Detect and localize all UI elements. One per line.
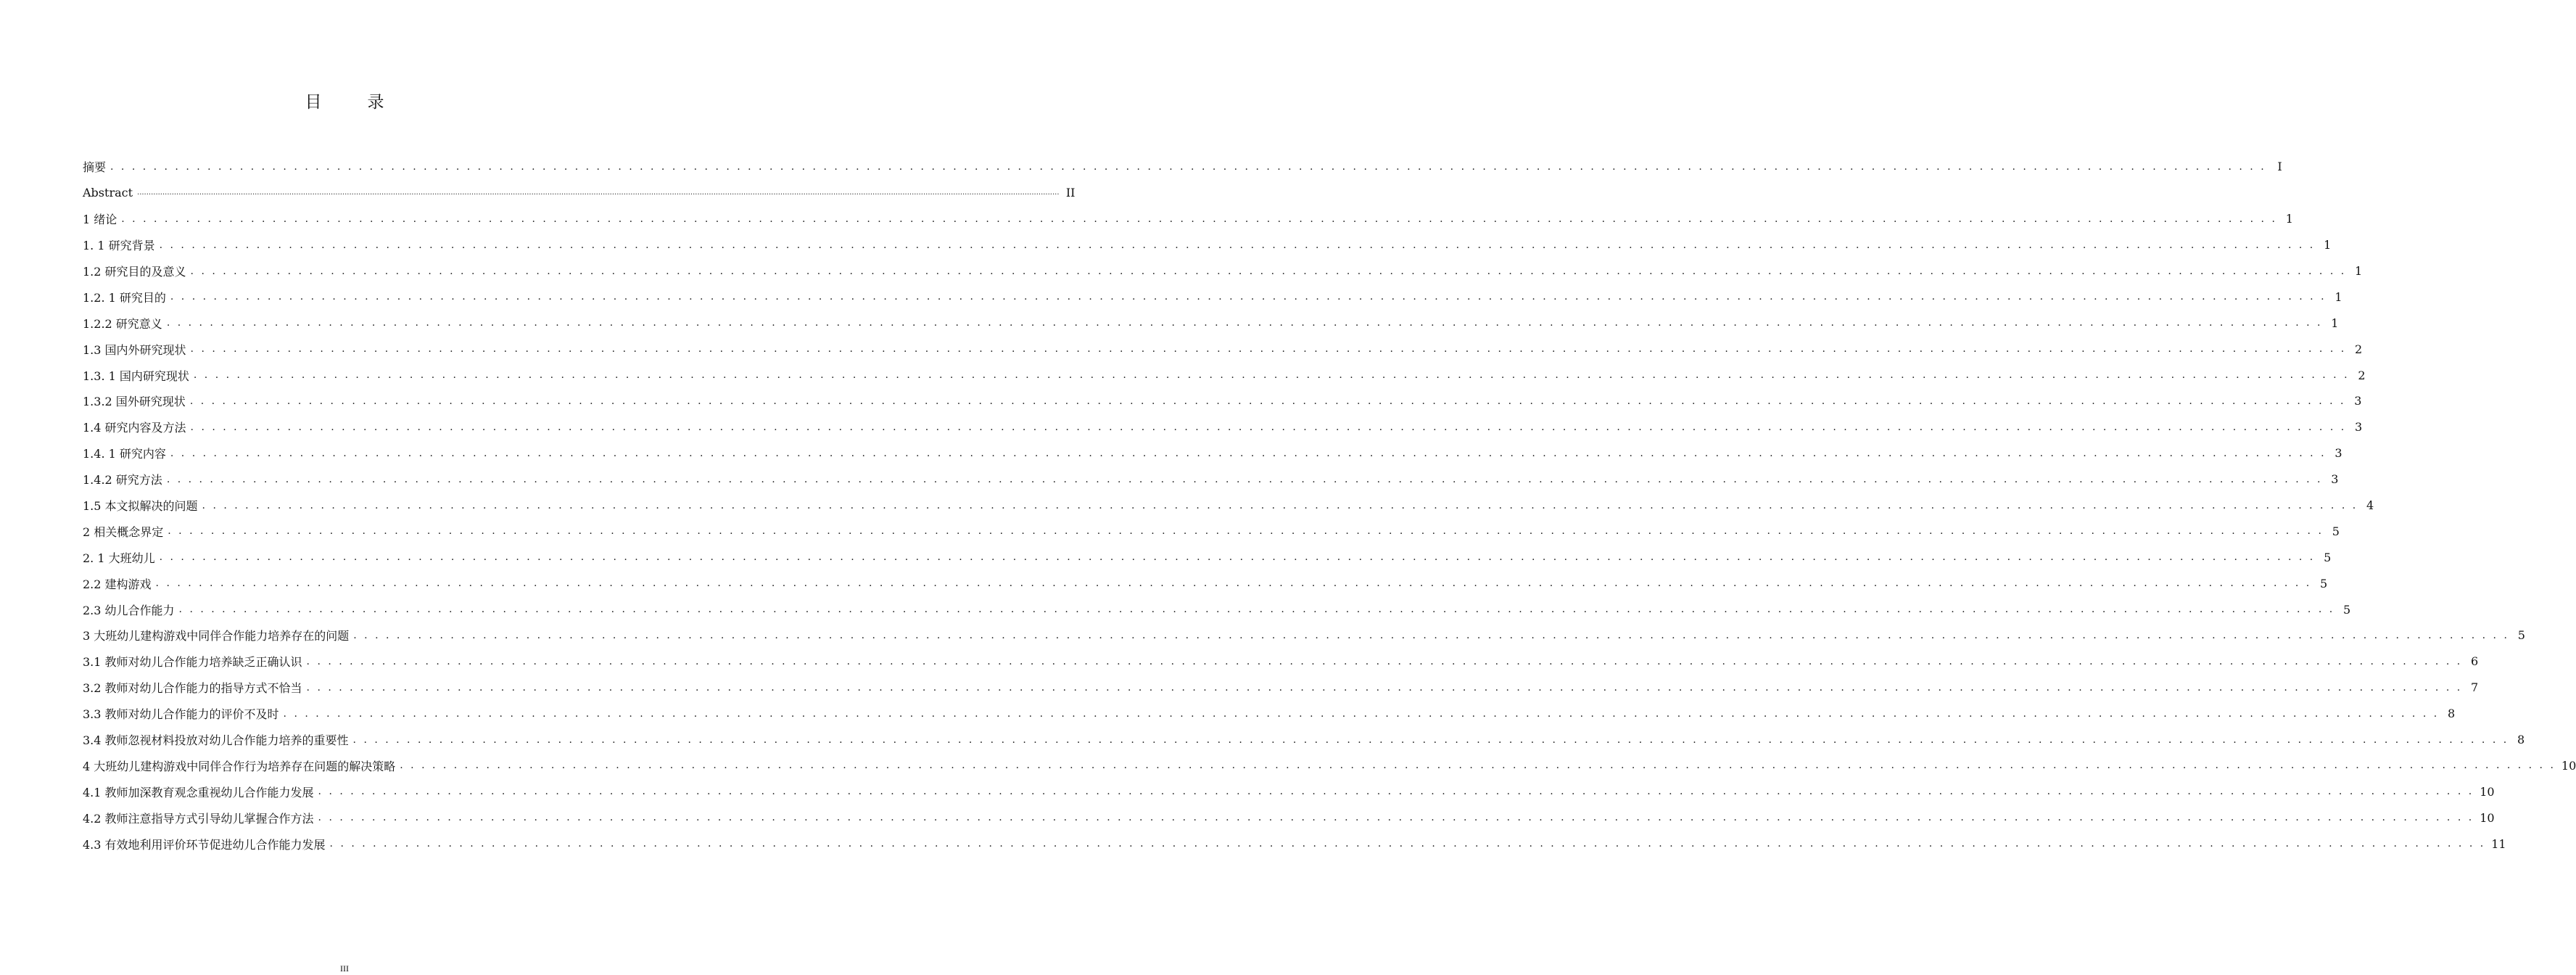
toc-entry[interactable] — [83, 622, 2525, 649]
toc-entry-page: 10 — [2480, 784, 2495, 799]
toc-dot-leader: . . . . . . . . . . . . . . . . . . . . . . . . . . . . . . . . . . . . . . . . . . . . . . . . . . . . . . . . . . . . . . . . . . . . . . . . . . . . . . . . . . . . . . . . . . . . . . . . . . . . . . . . . . . . . . . . . . . . . . . . . . . . . . . . . . . . . . . . . . . . . . . . . . . . . . . . . . . . . . . . . . . . . . . . . . . . . . . . . . . . . . . . . . . . . . . . . . . . . . . . — [353, 629, 2509, 641]
toc-entry-label: 1. 1 研究背景 — [83, 239, 155, 253]
toc-entry-label: 1 绪论 — [83, 213, 117, 227]
toc-dot-leader: . . . . . . . . . . . . . . . . . . . . . . . . . . . . . . . . . . . . . . . . . . . . . . . . . . . . . . . . . . . . . . . . . . . . . . . . . . . . . . . . . . . . . . . . . . . . . . . . . . . . . . . . . . . . . . . . . . . . . . . . . . . . . . . . . . . . . . . . . . . . . . . . . . . . . . . . . . . . . . . . . . . . . . . . . . . . . . . . . . . . . . . . . . . . . . . . . . . . . . . . — [170, 447, 2327, 459]
toc-entry-label: 摘要 — [83, 160, 107, 175]
toc-entry[interactable] — [83, 154, 2282, 180]
toc-entry-label: 1.2. 1 研究目的 — [83, 290, 166, 305]
toc-dot-leader: . . . . . . . . . . . . . . . . . . . . . . . . . . . . . . . . . . . . . . . . . . . . . . . . . . . . . . . . . . . . . . . . . . . . . . . . . . . . . . . . . . . . . . . . . . . . . . . . . . . . . . . . . . . . . . . . . . . . . . . . . . . . . . . . . . . . . . . . . . . . . . . . . . . . . . . . . . . . . . . . . . . . . . . . . . . . . . . . . . . . . . . . . . . . . . . . . . . . . . . . — [352, 733, 2509, 746]
toc-entry-page: 11 — [2491, 836, 2506, 851]
toc-entry[interactable] — [83, 675, 2479, 701]
toc-entry-page: 3 — [2354, 394, 2362, 408]
toc-entry-page: 5 — [2324, 550, 2332, 564]
toc-dot-leader: . . . . . . . . . . . . . . . . . . . . . . . . . . . . . . . . . . . . . . . . . . . . . . . . . . . . . . . . . . . . . . . . . . . . . . . . . . . . . . . . . . . . . . . . . . . . . . . . . . . . . . . . . . . . . . . . . . . . . . . . . . . . . . . . . . . . . . . . . . . . . . . . . . . . . . . . . . . . . . . . . . . . . . . . . . . . . . . . . . . . . . . . . . . . . . . . . . . . . . . . — [306, 655, 2463, 667]
toc-entry[interactable] — [83, 206, 2293, 232]
toc-entry-label: Abstract — [83, 186, 133, 200]
toc-entry-page: 5 — [2332, 524, 2340, 538]
toc-entry-page: 7 — [2471, 680, 2479, 695]
toc-entry[interactable] — [83, 727, 2525, 753]
toc-entry-label: 2.2 建构游戏 — [83, 577, 152, 591]
toc-entry[interactable] — [83, 232, 2332, 258]
toc-entry[interactable] — [83, 414, 2363, 440]
toc-entry-label: 3.3 教师对幼儿合作能力的评价不及时 — [83, 707, 279, 722]
toc-dot-leader: . . . . . . . . . . . . . . . . . . . . . . . . . . . . . . . . . . . . . . . . . . . . . . . . . . . . . . . . . . . . . . . . . . . . . . . . . . . . . . . . . . . . . . . . . . . . . . . . . . . . . . . . . . . . . . . . . . . . . . . . . . . . . . . . . . . . . . . . . . . . . . . . . . . . . . . . . . . . . . . . . . . . . . . . . . . . . . . . . . . . . . . . . . . . . . . . . . . . . . . . — [329, 838, 2486, 850]
toc-entry-label: 1.3.2 国外研究现状 — [83, 395, 186, 409]
toc-entry-page: 5 — [2517, 628, 2525, 643]
toc-dot-leader: . . . . . . . . . . . . . . . . . . . . . . . . . . . . . . . . . . . . . . . . . . . . . . . . . . . . . . . . . . . . . . . . . . . . . . . . . . . . . . . . . . . . . . . . . . . . . . . . . . . . . . . . . . . . . . . . . . . . . . . . . . . . . . . . . . . . . . . . . . . . . . . . . . . . . . . . . . . . . . . . . . . . . . . . . . . . . . . . . . . . . . . . . . . . . . . . . . . . . . . . — [318, 786, 2474, 798]
toc-entry[interactable] — [83, 180, 1076, 206]
toc-entry-label: 4.2 教师注意指导方式引导幼儿掌握合作方法 — [83, 811, 314, 826]
toc-entry-label: 3.1 教师对幼儿合作能力培养缺乏正确认识 — [83, 655, 302, 670]
toc-dot-leader: . . . . . . . . . . . . . . . . . . . . . . . . . . . . . . . . . . . . . . . . . . . . . . . . . . . . . . . . . . . . . . . . . . . . . . . . . . . . . . . . . . . . . . . . . . . . . . . . . . . . . . . . . . . . . . . . . . . . . . . . . . . . . . . . . . . . . . . . . . . . . . . . . . . . . . . . . . . . . . . . . . . . . . . . . . . . . . . . . . . . . . . . . . . . . . . . . . . . . . . . — [121, 213, 2277, 225]
toc-entry-label: 1.5 本文拟解决的问题 — [83, 499, 198, 514]
toc-entry[interactable] — [83, 336, 2363, 362]
toc-dot-leader: . . . . . . . . . . . . . . . . . . . . . . . . . . . . . . . . . . . . . . . . . . . . . . . . . . . . . . . . . . . . . . . . . . . . . . . . . . . . . . . . . . . . . . . . . . . . . . . . . . . . . . . . . . . . . . . . . . . . . . . . . . . . . . . . . . . . . . . . . . . . . . . . . . . . . . . . . . . . . . . . . . . . . . . . . . . . . . . . . . . . . . . . . . . . . . . . . . . . . . . . — [202, 499, 2358, 511]
toc-dot-leader: . . . . . . . . . . . . . . . . . . . . . . . . . . . . . . . . . . . . . . . . . . . . . . . . . . . . . . . . . . . . . . . . . . . . . . . . . . . . . . . . . . . . . . . . . . . . . . . . . . . . . . . . . . . . . . . . . . . . . . . . . . . . . . . . . . . . . . . . . . . . . . . . . . . . . . . . . . . . . . . . . . . . . . . . . . . . . . . . . . . . . . . . . . . . . . . . . . . . . . . . — [190, 343, 2347, 355]
toc-entry[interactable] — [83, 778, 2495, 805]
toc-entry[interactable] — [83, 388, 2362, 414]
toc-entry-label: 2 相关概念界定 — [83, 524, 164, 539]
toc-entry-page: 2 — [2358, 368, 2366, 382]
toc-entry-page: 5 — [2343, 602, 2351, 617]
toc-entry-page: 3 — [2331, 472, 2339, 487]
toc-entry-page: 1 — [2331, 316, 2339, 330]
toc-entry-page: 4 — [2366, 498, 2374, 513]
toc-dot-leader: . . . . . . . . . . . . . . . . . . . . . . . . . . . . . . . . . . . . . . . . . . . . . . . . . . . . . . . . . . . . . . . . . . . . . . . . . . . . . . . . . . . . . . . . . . . . . . . . . . . . . . . . . . . . . . . . . . . . . . . . . . . . . . . . . . . . . . . . . . . . . . . . . . . . . . . . . . . . . . . . . . . . . . . . . . . . . . . . . . . . . . . . . . . . . . . . . . . . . . . . — [283, 707, 2440, 720]
toc-dot-leader: . . . . . . . . . . . . . . . . . . . . . . . . . . . . . . . . . . . . . . . . . . . . . . . . . . . . . . . . . . . . . . . . . . . . . . . . . . . . . . . . . . . . . . . . . . . . . . . . . . . . . . . . . . . . . . . . . . . . . . . . . . . . . . . . . . . . . . . . . . . . . . . . . . . . . . . . . . . . . . . . . . . . . . . . . . . . . . . . . . . . . . . . . . . . . . . . . . . . . . . . — [189, 395, 2346, 407]
toc-dot-leader: ................................................................................................................................................................................................................................................................................................................................................................................................................ — [137, 188, 1060, 197]
toc-entry-page: 6 — [2471, 654, 2479, 669]
toc-entry-page: 2 — [2355, 342, 2363, 356]
toc-entry-page: 5 — [2320, 576, 2328, 591]
toc-entry-label: 3.4 教师忽视材料投放对幼儿合作能力培养的重要性 — [83, 733, 349, 748]
toc-entry[interactable] — [83, 570, 2328, 596]
toc-entry-label: 4.3 有效地利用评价环节促进幼儿合作能力发展 — [83, 837, 326, 852]
toc-dot-leader: . . . . . . . . . . . . . . . . . . . . . . . . . . . . . . . . . . . . . . . . . . . . . . . . . . . . . . . . . . . . . . . . . . . . . . . . . . . . . . . . . . . . . . . . . . . . . . . . . . . . . . . . . . . . . . . . . . . . . . . . . . . . . . . . . . . . . . . . . . . . . . . . . . . . . . . . . . . . . . . . . . . . . . . . . . . . . . . . . . . . . . . . . . . . . . . . . . . . . . . . — [110, 160, 2266, 173]
table-of-contents — [83, 154, 2576, 857]
toc-entry[interactable] — [83, 362, 2366, 388]
toc-dot-leader: . . . . . . . . . . . . . . . . . . . . . . . . . . . . . . . . . . . . . . . . . . . . . . . . . . . . . . . . . . . . . . . . . . . . . . . . . . . . . . . . . . . . . . . . . . . . . . . . . . . . . . . . . . . . . . . . . . . . . . . . . . . . . . . . . . . . . . . . . . . . . . . . . . . . . . . . . . . . . . . . . . . . . . . . . . . . . . . . . . . . . . . . . . . . . . . . . . . . . . . . — [159, 239, 2316, 251]
toc-dot-leader: . . . . . . . . . . . . . . . . . . . . . . . . . . . . . . . . . . . . . . . . . . . . . . . . . . . . . . . . . . . . . . . . . . . . . . . . . . . . . . . . . . . . . . . . . . . . . . . . . . . . . . . . . . . . . . . . . . . . . . . . . . . . . . . . . . . . . . . . . . . . . . . . . . . . . . . . . . . . . . . . . . . . . . . . . . . . . . . . . . . . . . . . . . . . . . . . . . . . . . . . — [166, 317, 2323, 329]
toc-entry-label: 4 大班幼儿建构游戏中同伴合作行为培养存在问题的解决策略 — [83, 759, 396, 773]
toc-dot-leader: . . . . . . . . . . . . . . . . . . . . . . . . . . . . . . . . . . . . . . . . . . . . . . . . . . . . . . . . . . . . . . . . . . . . . . . . . . . . . . . . . . . . . . . . . . . . . . . . . . . . . . . . . . . . . . . . . . . . . . . . . . . . . . . . . . . . . . . . . . . . . . . . . . . . . . . . . . . . . . . . . . . . . . . . . . . . . . . . . . . . . . . . . . . . . . . . . . . . . . . . — [190, 421, 2347, 433]
toc-entry[interactable] — [83, 701, 2456, 727]
toc-entry[interactable] — [83, 831, 2506, 857]
toc-dot-leader: . . . . . . . . . . . . . . . . . . . . . . . . . . . . . . . . . . . . . . . . . . . . . . . . . . . . . . . . . . . . . . . . . . . . . . . . . . . . . . . . . . . . . . . . . . . . . . . . . . . . . . . . . . . . . . . . . . . . . . . . . . . . . . . . . . . . . . . . . . . . . . . . . . . . . . . . . . . . . . . . . . . . . . . . . . . . . . . . . . . . . . . . . . . . . . . . . . . . . . . . — [178, 604, 2335, 616]
page-number-footer: III — [340, 963, 349, 974]
toc-entry[interactable] — [83, 310, 2339, 336]
toc-entry-label: 1.4. 1 研究内容 — [83, 447, 166, 461]
toc-dot-leader: . . . . . . . . . . . . . . . . . . . . . . . . . . . . . . . . . . . . . . . . . . . . . . . . . . . . . . . . . . . . . . . . . . . . . . . . . . . . . . . . . . . . . . . . . . . . . . . . . . . . . . . . . . . . . . . . . . . . . . . . . . . . . . . . . . . . . . . . . . . . . . . . . . . . . . . . . . . . . . . . . . . . . . . . . . . . . . . . . . . . . . . . . . . . . . . . . . . . . . . . — [306, 681, 2463, 694]
toc-dot-leader: . . . . . . . . . . . . . . . . . . . . . . . . . . . . . . . . . . . . . . . . . . . . . . . . . . . . . . . . . . . . . . . . . . . . . . . . . . . . . . . . . . . . . . . . . . . . . . . . . . . . . . . . . . . . . . . . . . . . . . . . . . . . . . . . . . . . . . . . . . . . . . . . . . . . . . . . . . . . . . . . . . . . . . . . . . . . . . . . . . . . . . . . . . . . . . . . . . . . . . . . — [400, 760, 2556, 772]
toc-entry-page: 1 — [2285, 212, 2293, 226]
toc-entry-label: 2. 1 大班幼儿 — [83, 551, 155, 565]
page-title: 目 录 — [305, 93, 399, 112]
toc-entry[interactable] — [83, 596, 2351, 622]
toc-entry-label: 2.3 幼儿合作能力 — [83, 603, 175, 617]
toc-entry-label: 1.4.2 研究方法 — [83, 473, 162, 488]
toc-entry[interactable] — [83, 805, 2495, 831]
toc-dot-leader: . . . . . . . . . . . . . . . . . . . . . . . . . . . . . . . . . . . . . . . . . . . . . . . . . . . . . . . . . . . . . . . . . . . . . . . . . . . . . . . . . . . . . . . . . . . . . . . . . . . . . . . . . . . . . . . . . . . . . . . . . . . . . . . . . . . . . . . . . . . . . . . . . . . . . . . . . . . . . . . . . . . . . . . . . . . . . . . . . . . . . . . . . . . . . . . . . . . . . . . . — [193, 369, 2350, 382]
toc-dot-leader: . . . . . . . . . . . . . . . . . . . . . . . . . . . . . . . . . . . . . . . . . . . . . . . . . . . . . . . . . . . . . . . . . . . . . . . . . . . . . . . . . . . . . . . . . . . . . . . . . . . . . . . . . . . . . . . . . . . . . . . . . . . . . . . . . . . . . . . . . . . . . . . . . . . . . . . . . . . . . . . . . . . . . . . . . . . . . . . . . . . . . . . . . . . . . . . . . . . . . . . . — [170, 291, 2327, 303]
toc-entry-page: 1 — [2334, 289, 2342, 304]
toc-entry-label: 1.2.2 研究意义 — [83, 316, 162, 331]
toc-entry[interactable] — [83, 284, 2342, 310]
toc-dot-leader: . . . . . . . . . . . . . . . . . . . . . . . . . . . . . . . . . . . . . . . . . . . . . . . . . . . . . . . . . . . . . . . . . . . . . . . . . . . . . . . . . . . . . . . . . . . . . . . . . . . . . . . . . . . . . . . . . . . . . . . . . . . . . . . . . . . . . . . . . . . . . . . . . . . . . . . . . . . . . . . . . . . . . . . . . . . . . . . . . . . . . . . . . . . . . . . . . . . . . . . . — [155, 577, 2312, 590]
toc-entry-label: 1.2 研究目的及意义 — [83, 265, 186, 279]
toc-entry[interactable] — [83, 493, 2374, 519]
toc-dot-leader: . . . . . . . . . . . . . . . . . . . . . . . . . . . . . . . . . . . . . . . . . . . . . . . . . . . . . . . . . . . . . . . . . . . . . . . . . . . . . . . . . . . . . . . . . . . . . . . . . . . . . . . . . . . . . . . . . . . . . . . . . . . . . . . . . . . . . . . . . . . . . . . . . . . . . . . . . . . . . . . . . . . . . . . . . . . . . . . . . . . . . . . . . . . . . . . . . . . . . . . . — [190, 265, 2347, 277]
toc-dot-leader: . . . . . . . . . . . . . . . . . . . . . . . . . . . . . . . . . . . . . . . . . . . . . . . . . . . . . . . . . . . . . . . . . . . . . . . . . . . . . . . . . . . . . . . . . . . . . . . . . . . . . . . . . . . . . . . . . . . . . . . . . . . . . . . . . . . . . . . . . . . . . . . . . . . . . . . . . . . . . . . . . . . . . . . . . . . . . . . . . . . . . . . . . . . . . . . . . . . . . . . . — [166, 473, 2323, 485]
toc-entry[interactable] — [83, 752, 2576, 778]
toc-dot-leader: . . . . . . . . . . . . . . . . . . . . . . . . . . . . . . . . . . . . . . . . . . . . . . . . . . . . . . . . . . . . . . . . . . . . . . . . . . . . . . . . . . . . . . . . . . . . . . . . . . . . . . . . . . . . . . . . . . . . . . . . . . . . . . . . . . . . . . . . . . . . . . . . . . . . . . . . . . . . . . . . . . . . . . . . . . . . . . . . . . . . . . . . . . . . . . . . . . . . . . . . — [318, 812, 2474, 824]
toc-entry-label: 3 大班幼儿建构游戏中同伴合作能力培养存在的问题 — [83, 629, 350, 643]
toc-entry-label: 4.1 教师加深教育观念重视幼儿合作能力发展 — [83, 785, 314, 799]
toc-entry-page: I — [2277, 160, 2282, 174]
toc-entry-label: 1.3. 1 国内研究现状 — [83, 369, 189, 383]
toc-entry-page: 8 — [2448, 707, 2456, 721]
toc-entry[interactable] — [83, 544, 2332, 570]
toc-entry[interactable] — [83, 518, 2340, 544]
toc-entry-label: 1.3 国内外研究现状 — [83, 342, 186, 357]
toc-entry[interactable] — [83, 258, 2363, 284]
toc-entry-page: 1 — [2324, 238, 2332, 252]
toc-entry-page: 3 — [2355, 420, 2363, 435]
toc-entry-page: 10 — [2480, 810, 2495, 825]
toc-entry-page: II — [1065, 186, 1076, 200]
toc-dot-leader: . . . . . . . . . . . . . . . . . . . . . . . . . . . . . . . . . . . . . . . . . . . . . . . . . . . . . . . . . . . . . . . . . . . . . . . . . . . . . . . . . . . . . . . . . . . . . . . . . . . . . . . . . . . . . . . . . . . . . . . . . . . . . . . . . . . . . . . . . . . . . . . . . . . . . . . . . . . . . . . . . . . . . . . . . . . . . . . . . . . . . . . . . . . . . . . . . . . . . . . . — [159, 551, 2316, 564]
toc-entry[interactable] — [83, 466, 2339, 493]
toc-dot-leader: . . . . . . . . . . . . . . . . . . . . . . . . . . . . . . . . . . . . . . . . . . . . . . . . . . . . . . . . . . . . . . . . . . . . . . . . . . . . . . . . . . . . . . . . . . . . . . . . . . . . . . . . . . . . . . . . . . . . . . . . . . . . . . . . . . . . . . . . . . . . . . . . . . . . . . . . . . . . . . . . . . . . . . . . . . . . . . . . . . . . . . . . . . . . . . . . . . . . . . . . — [168, 525, 2324, 538]
toc-entry-page: 1 — [2355, 264, 2363, 278]
toc-entry-page: 10 — [2561, 758, 2576, 773]
toc-entry[interactable] — [83, 649, 2479, 675]
toc-entry-label: 3.2 教师对幼儿合作能力的指导方式不恰当 — [83, 681, 302, 696]
toc-entry-page: 3 — [2334, 446, 2342, 461]
toc-entry-page: 8 — [2517, 733, 2525, 747]
toc-entry-label: 1.4 研究内容及方法 — [83, 421, 186, 435]
toc-entry[interactable] — [83, 440, 2342, 466]
